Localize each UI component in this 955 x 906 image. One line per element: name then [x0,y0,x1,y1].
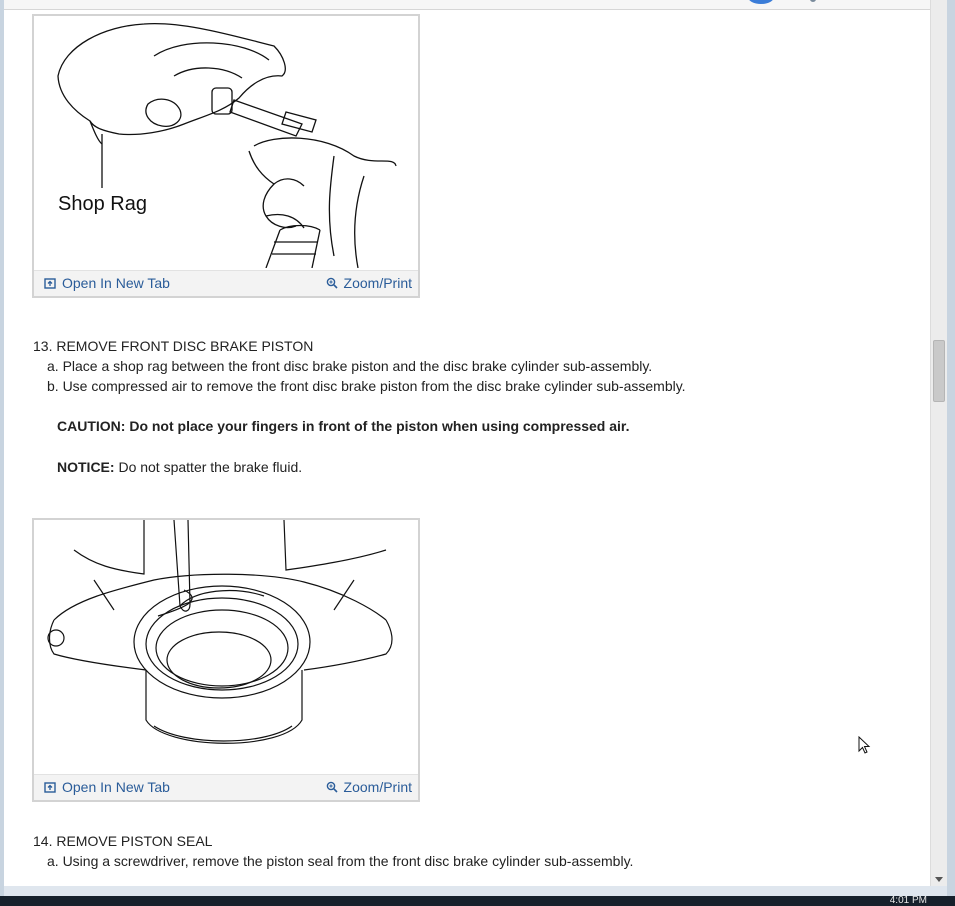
zoom-print-label: Zoom/Print [343,275,412,291]
figure-piston-removal [32,518,420,802]
open-in-new-tab-icon [44,781,56,793]
zoom-magnifier-icon [326,781,338,793]
open-in-new-tab-label: Open In New Tab [62,779,170,795]
caution-label: CAUTION: [57,418,126,434]
taskbar [0,896,955,906]
content-viewport [4,0,930,886]
step-13-title: 13. REMOVE FRONT DISC BRAKE PISTON [33,338,314,354]
notice-text: Do not spatter the brake fluid. [114,459,303,475]
shop-rag-label: Shop Rag [58,193,147,215]
taskbar-clock[interactable]: 4:01 PM [889,896,927,906]
open-in-new-tab-label: Open In New Tab [62,275,170,291]
caution-text: Do not place your fingers in front of the piston when using compressed air. [125,418,630,434]
caution-note [57,418,630,434]
notice-note [57,459,302,475]
figure-footer [34,270,418,296]
scroll-down-arrow-icon[interactable] [935,877,943,882]
zoom-magnifier-icon [326,277,338,289]
shop-rag-illustration [34,16,418,268]
figure-shop-rag [32,14,420,298]
vertical-scrollbar[interactable] [930,0,947,886]
step-14-item-a: a. Using a screwdriver, remove the piston seal from the front disc brake cylinder sub-assembly. [47,853,634,869]
zoom-print-link[interactable] [326,779,412,795]
step-14-title: 14. REMOVE PISTON SEAL [33,833,213,849]
caliper-illustration [34,520,418,772]
open-in-new-tab-link[interactable] [44,779,170,795]
zoom-print-label: Zoom/Print [343,779,412,795]
open-in-new-tab-link[interactable] [44,275,170,291]
zoom-print-link[interactable] [326,275,412,291]
scrollbar-thumb[interactable] [933,340,945,402]
top-toolbar [4,0,930,10]
figure-footer [34,774,418,800]
step-13-item-a: a. Place a shop rag between the front disc brake piston and the disc brake cylinder sub-assembly. [47,358,653,374]
mouse-pointer-icon [858,736,872,756]
toolbar-dot-icon[interactable] [810,0,816,2]
notice-label: NOTICE: [57,459,115,475]
open-in-new-tab-icon [44,277,56,289]
step-13-item-b: b. Use compressed air to remove the front disc brake piston from the disc brake cylinder sub-assembly. [47,378,686,394]
toolbar-circle-icon[interactable] [748,0,774,4]
window-right-border [947,0,955,896]
